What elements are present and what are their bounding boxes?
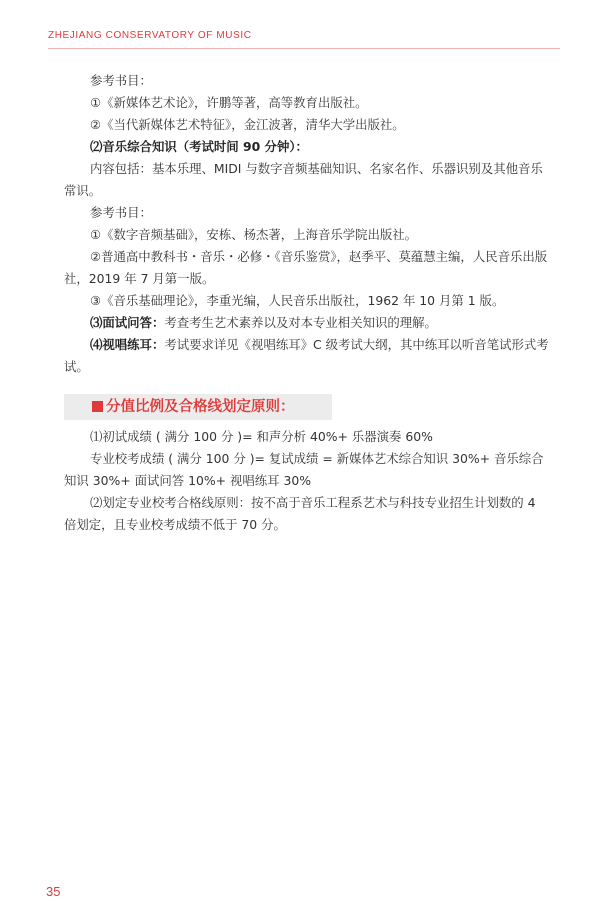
score-paragraph: ⑵划定专业校考合格线原则：按不高于音乐工程系艺术与科技专业招生计划数的 4 倍划定，且专业校考成绩不低于 70 分。: [64, 495, 536, 532]
reference-item: ①《新媒体艺术论》，许鹏等著，高等教育出版社。: [90, 95, 368, 110]
paragraph-text: 考试要求详见《视唱练耳》C 级考试大纲，其中练耳以听音笔试形式考试。: [64, 337, 549, 374]
page-content: [64, 70, 550, 536]
interview-paragraph: [64, 312, 550, 334]
reference-label: 参考书目：: [90, 205, 152, 220]
square-bullet-icon: [92, 401, 103, 412]
header-divider: [48, 48, 560, 49]
subsection-heading: ⑷视唱练耳：: [90, 337, 165, 352]
reference-item: ②《当代新媒体艺术特征》，金江波著，清华大学出版社。: [90, 117, 405, 132]
score-paragraph: 专业校考成绩 ( 满分 100 分 )= 复试成绩 = 新媒体艺术综合知识 30%+ 音乐综合知识 30%+ 面试问答 10%+ 视唱练耳 30%: [64, 451, 544, 488]
subsection-heading: ⑶面试问答：: [90, 315, 165, 330]
score-paragraph: ⑴初试成绩 ( 满分 100 分 )= 和声分析 40%+ 乐器演奏 60%: [90, 429, 433, 444]
content-paragraph: 内容包括：基本乐理、MIDI 与数字音频基础知识、名家名作、乐器识别及其他音乐常识。: [64, 161, 543, 198]
ear-training-paragraph: [64, 334, 550, 378]
reference-label: 参考书目：: [90, 73, 152, 88]
reference-item: ③《音乐基础理论》，李重光编，人民音乐出版社，1962 年 10 月第 1 版。: [90, 293, 505, 308]
section-heading-bar: [64, 394, 332, 420]
reference-item: ①《数字音频基础》，安栋、杨杰著，上海音乐学院出版社。: [90, 227, 418, 242]
page-number: 35: [46, 884, 61, 899]
paragraph-text: 考查考生艺术素养以及对本专业相关知识的理解。: [164, 315, 437, 330]
header-title: ZHEJIANG CONSERVATORY OF MUSIC: [48, 30, 252, 41]
section-heading: 分值比例及合格线划定原则：: [106, 399, 295, 415]
reference-item: ②普通高中教科书・音乐・必修・《音乐鉴赏》，赵季平、莫蕴慧主编，人民音乐出版社，2019 年 7 月第一版。: [64, 249, 548, 286]
subsection-heading: ⑵音乐综合知识（考试时间 90 分钟）：: [90, 139, 308, 154]
